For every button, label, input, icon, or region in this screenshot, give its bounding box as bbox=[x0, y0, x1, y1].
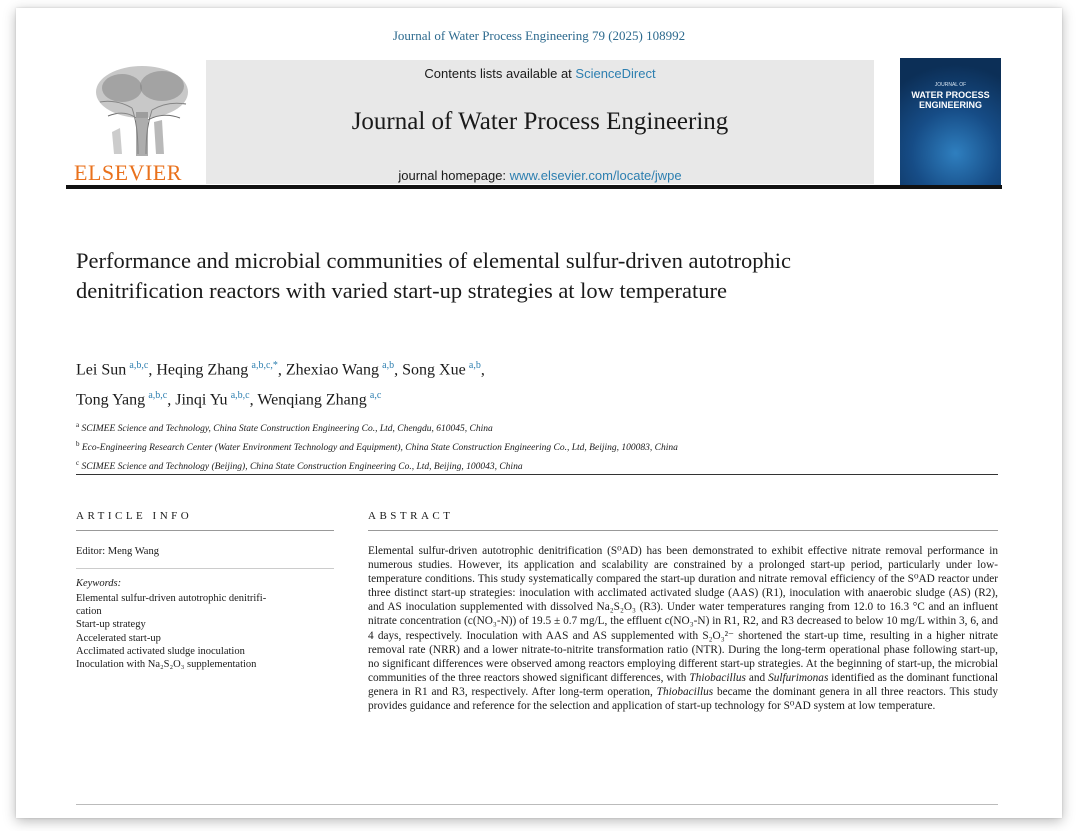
keyword-item: Start-up strategy bbox=[76, 619, 146, 631]
author-name: Song Xue bbox=[402, 361, 466, 379]
elsevier-logo[interactable] bbox=[74, 62, 204, 184]
author-separator: , bbox=[394, 361, 403, 379]
author-name: Heqing Zhang bbox=[156, 361, 249, 379]
article-title: Performance and microbial communities of elemental sulfur-driven autotrophic denitrification reactors with varied start-up strategies at low temperature bbox=[76, 248, 791, 303]
homepage-link[interactable]: www.elsevier.com/locate/jwpe bbox=[509, 168, 682, 183]
contents-line bbox=[206, 66, 874, 81]
keyword-item: Acclimated activated sludge inoculation bbox=[76, 645, 245, 657]
editor-line: Editor: Meng Wang bbox=[76, 546, 159, 557]
keyword-item: Inoculation with Na₂S₂O₃ supplementation bbox=[76, 659, 257, 671]
affiliation-item bbox=[76, 437, 976, 456]
author-affiliation-link[interactable]: a,b,c,* bbox=[251, 360, 278, 371]
abstract-divider bbox=[368, 530, 998, 531]
affiliation-item bbox=[76, 418, 976, 437]
abstract-segment: and bbox=[745, 671, 769, 684]
keywords-divider bbox=[76, 568, 334, 569]
author-name: Wenqiang Zhang bbox=[257, 391, 367, 409]
author-separator: , bbox=[148, 361, 157, 379]
journal-citation[interactable]: Journal of Water Process Engineering 79 (2025) 108992 bbox=[392, 28, 686, 43]
author-affiliation-link[interactable]: a,c bbox=[369, 390, 382, 402]
author-name: Tong Yang bbox=[76, 391, 146, 409]
author-affiliation-link[interactable]: a,b,c bbox=[230, 390, 250, 402]
keyword-item: Elemental sulfur-driven autotrophic denitrifi- bbox=[76, 593, 267, 604]
affiliation-key: c bbox=[76, 459, 80, 468]
keyword-item: Accelerated start-up bbox=[76, 632, 161, 644]
author-separator: , bbox=[249, 391, 258, 409]
journal-cover-image[interactable] bbox=[900, 58, 1001, 185]
affiliation-text: Eco-Engineering Research Center (Water Environment Technology and Equipment), China State Construction Engineering Co., Ltd, Beijing, 100083, China bbox=[81, 443, 678, 454]
author-affiliation-link[interactable]: a,b bbox=[382, 360, 395, 371]
abstract-segment: identified as the dominant functional genera in R1 and R3, respectively. After long-term operation, bbox=[368, 671, 998, 698]
affiliation-item bbox=[76, 456, 976, 475]
affiliation-key: a bbox=[76, 421, 80, 429]
author-affiliation-link[interactable]: a,b,c bbox=[129, 360, 149, 371]
cover-title: WATER PROCESS ENGINEERING bbox=[911, 90, 990, 110]
author-list bbox=[76, 353, 976, 414]
article-info-heading: ARTICLE INFO bbox=[76, 510, 193, 522]
abstract-heading: ABSTRACT bbox=[368, 510, 454, 522]
author-separator: , bbox=[277, 361, 286, 379]
author-name: Lei Sun bbox=[76, 361, 127, 379]
author-name: Zhexiao Wang bbox=[285, 361, 379, 379]
keywords-heading: Keywords: bbox=[76, 578, 122, 589]
affiliation-text: SCIMEE Science and Technology, China State Construction Engineering Co., Ltd, Chengdu, 610045, China bbox=[81, 424, 493, 435]
genus-name: Thiobacillus bbox=[656, 685, 714, 698]
journal-header-box bbox=[206, 60, 874, 184]
homepage-prefix: journal homepage: bbox=[398, 168, 510, 183]
journal-title[interactable]: Journal of Water Process Engineering bbox=[351, 108, 729, 135]
author-affiliation-link[interactable]: a,b,c bbox=[148, 390, 168, 402]
sciencedirect-link[interactable]: ScienceDirect bbox=[575, 66, 656, 81]
abstract-text bbox=[368, 544, 998, 713]
author-affiliation-link[interactable]: a,b bbox=[468, 360, 481, 371]
contents-prefix: Contents lists available at bbox=[424, 66, 576, 81]
elsevier-wordmark: ELSEVIER bbox=[74, 160, 182, 185]
elsevier-tree-icon bbox=[92, 62, 192, 158]
cover-background bbox=[900, 58, 1001, 185]
genus-name: Sulfurimonas bbox=[768, 671, 829, 684]
article-info-divider bbox=[76, 530, 334, 531]
affiliation-text: SCIMEE Science and Technology (Beijing), China State Construction Engineering Co., Ltd, Beijing, 100043, China bbox=[81, 462, 523, 473]
keyword-item: cation bbox=[76, 606, 102, 618]
header-divider bbox=[66, 185, 1002, 189]
author-separator: , bbox=[167, 391, 176, 409]
keywords-list bbox=[76, 592, 334, 671]
homepage-line bbox=[206, 168, 874, 183]
abstract-segment: became the dominant genera in all three reactors. This study provides guidance and reference for the selection and application of start-up technology for S⁰AD system at low temperature. bbox=[368, 685, 998, 713]
journal-masthead bbox=[66, 54, 1002, 184]
abstract-segment: Elemental sulfur-driven autotrophic denitrification (S⁰AD) has been demonstrated to exhibit effective nitrate removal performance in numerous studies. However, its application and scalability are constrained by a prolonged start-up period, particularly under low-temperature conditions. This study systematically compared the start-up duration and nitrate removal efficiency of the S⁰AD reactor under three distinct start-up strategies: inoculation with acclimated activated sludge (AAS) (R1), inoculation with anaerobic sludge (AS) (R2), and AS inoculation supplemented with dissolved Na₂S₂O₃ (R3). Under water temperatures ranging from 12.0 to 16.3 °C and an influent nitrate concentration (c(NO₃-N)) of 19.5 ± 0.7 mg/L, the effluent c(NO₃-N) in R1, R2, and R3 decreased to below 10 mg/L within 3, 6, and 4 days, respectively. Inoculation with AAS and AS supplemented with S₂O₃²⁻ shortened the start-up time, resulting in a higher nitrate removal rate (NRR) and a lower nitrate-to-nitrite transformation ratio (NTR). During the long-term operational phase following start-up, no significant differences were observed among reactors employing different start-up strategies. At the beginning of start-up, the microbial communities of the three reactors showed significant differences, with bbox=[368, 545, 998, 684]
cover-small-text: JOURNAL OF bbox=[934, 82, 967, 88]
genus-name: Thiobacillus bbox=[689, 671, 746, 684]
footer-divider bbox=[76, 804, 998, 805]
affiliation-key: b bbox=[76, 440, 80, 449]
author-name: Jinqi Yu bbox=[175, 391, 228, 409]
affiliation-list bbox=[76, 418, 976, 475]
section-divider bbox=[76, 474, 998, 475]
article-page bbox=[16, 8, 1062, 818]
author-separator: , bbox=[480, 361, 485, 379]
